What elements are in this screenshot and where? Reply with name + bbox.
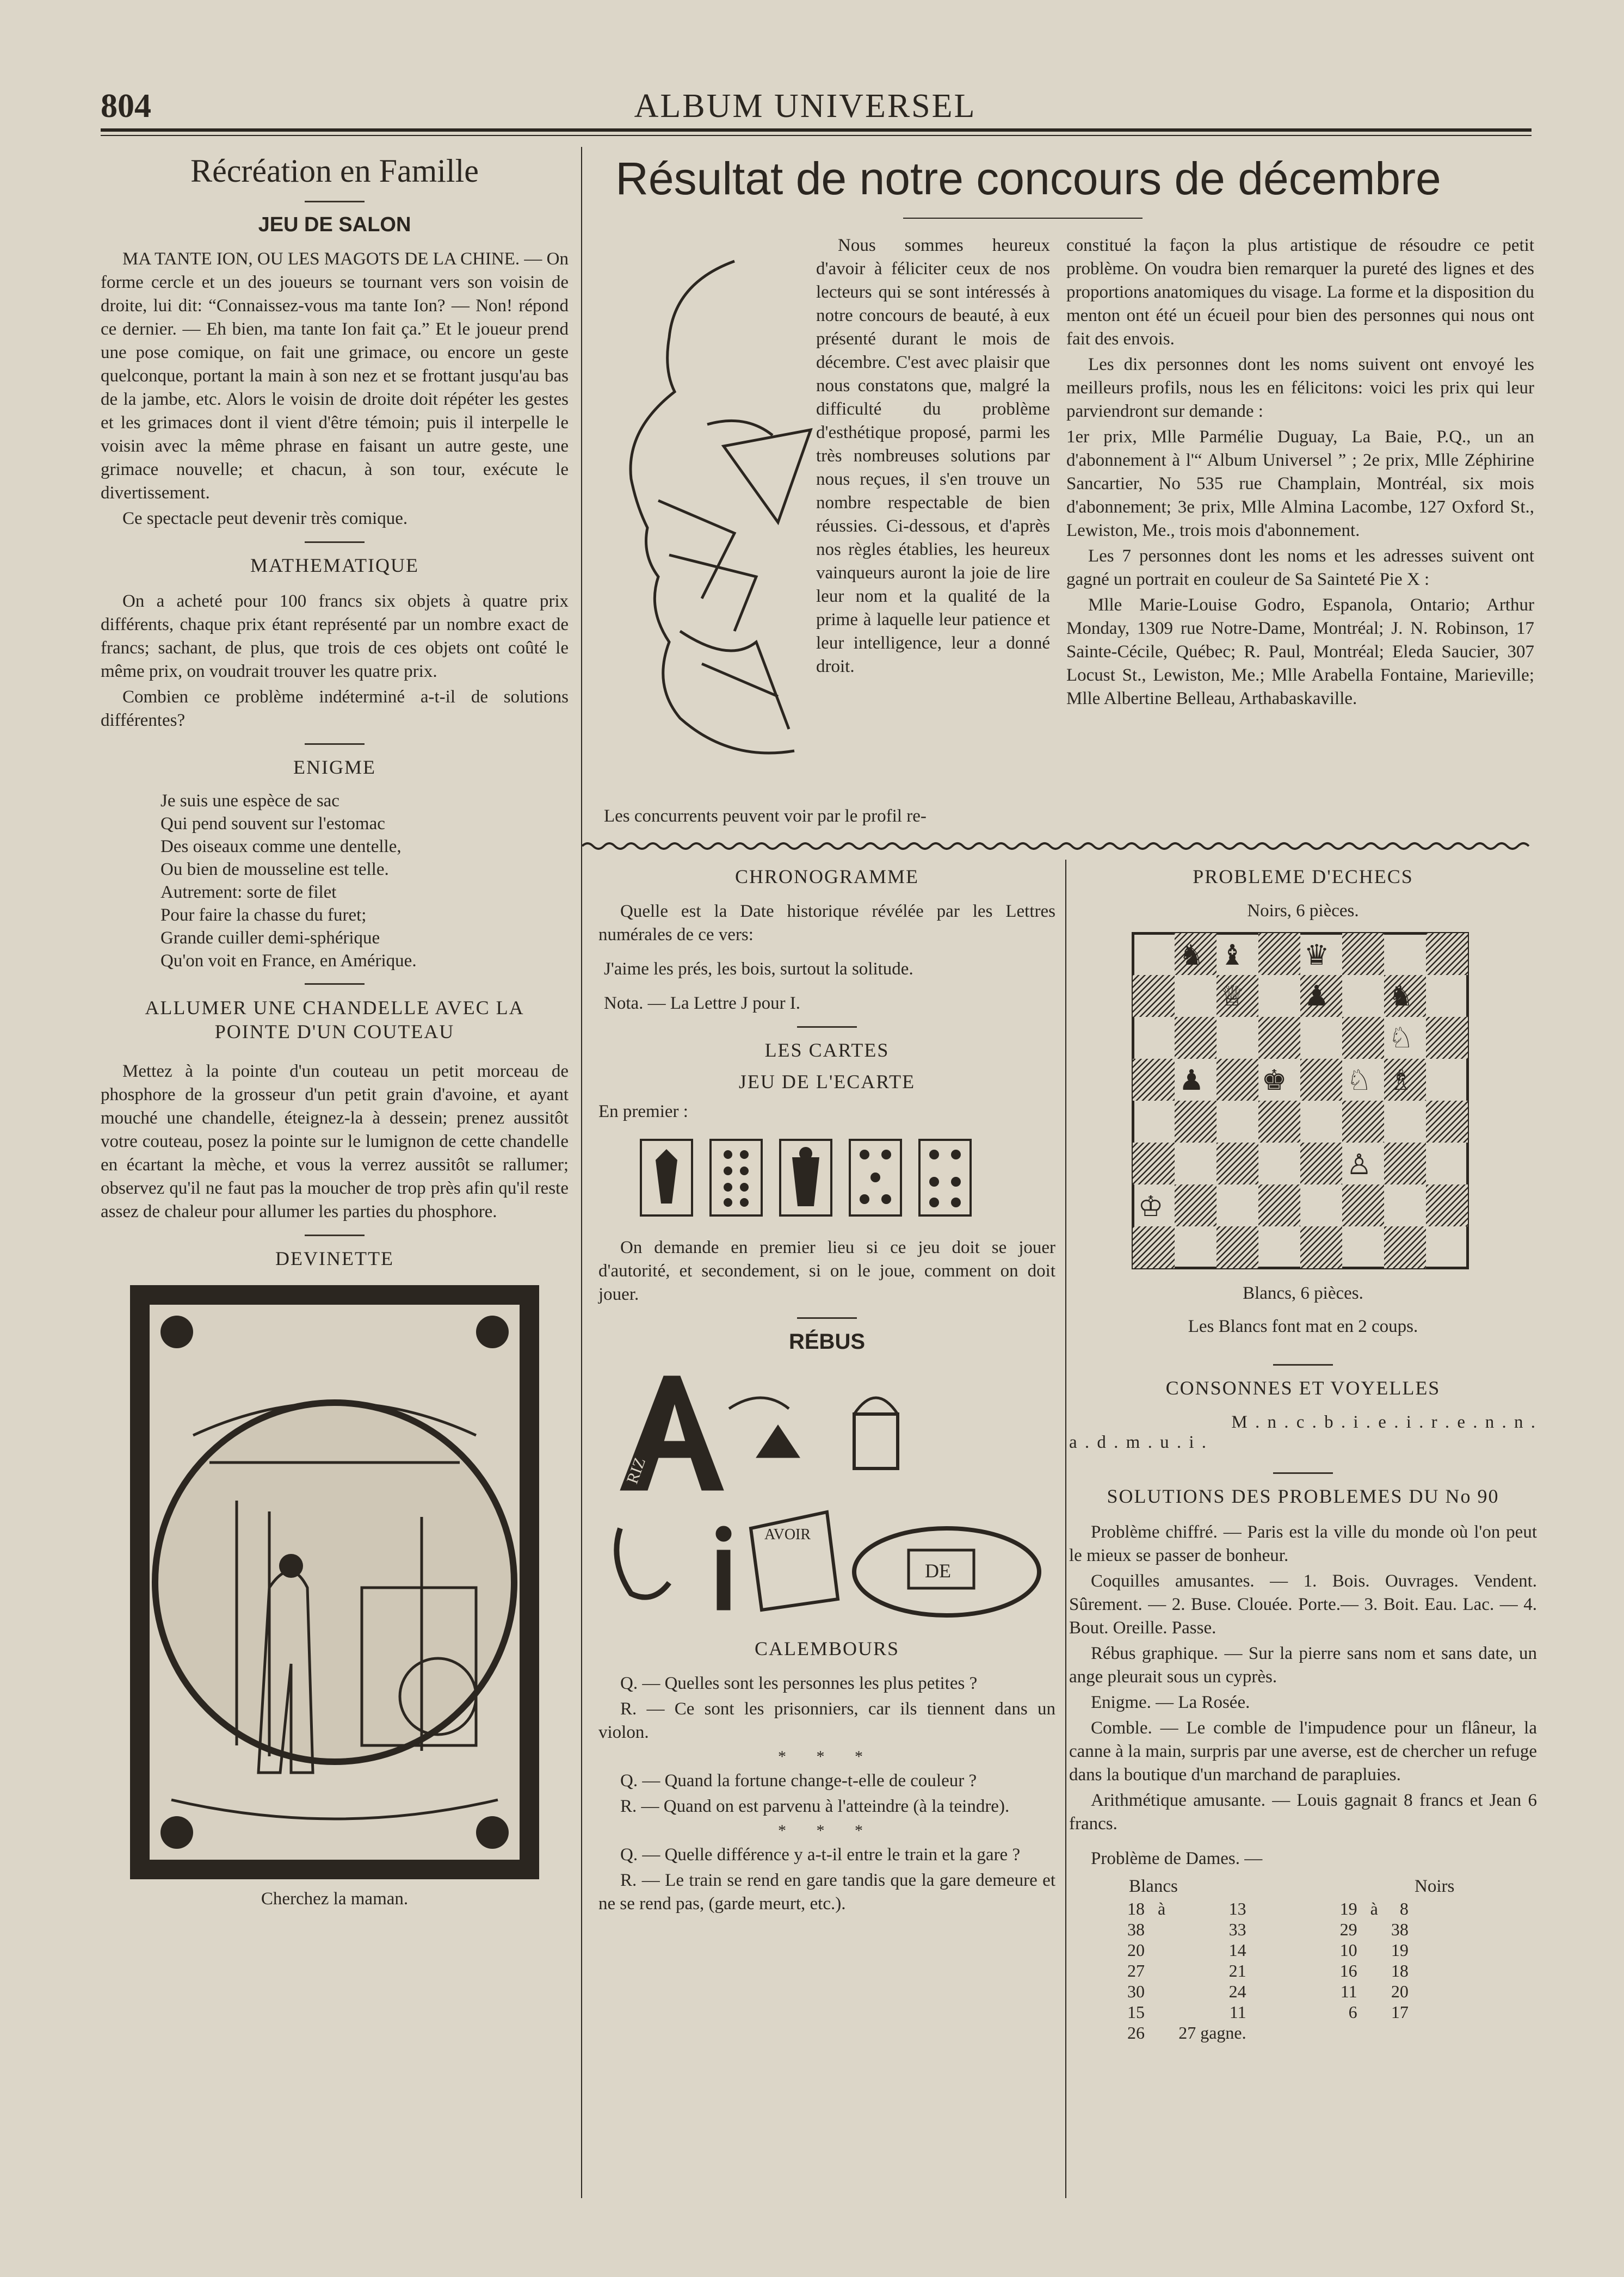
- solution-paragraph: Comble. — Le comble de l'impudence pour un flâneur, la canne à la main, surpris par une averse, est de chercher un refuge dans la boutique d'un marchand de parapluies.: [1069, 1718, 1537, 1785]
- board-square-dark: [1426, 1101, 1468, 1143]
- concours-col1: Nous sommes heureux d'avoir à féliciter ceux de nos lecteurs qui se sont intéressés à notre concours de beauté, à eux présenté durant le mois de décembre. C'est avec plaisir que nous constatons que, malgré la difficulté du problème d'esthétique proposé, parmi les très nombreuses solutions par nous reçues, il s'en trouve un nombre respectable de bien réussies. Ci-dessous, et d'après nos règles établies, les heureux vainqueurs auront la joie de lire leur nom et la qualité de la prime à laquelle leur patience et leur intelligence, leur a donné droit.: [816, 236, 1050, 676]
- calembour-line: Q. — Quelles sont les personnes les plus petites ?: [620, 1674, 978, 1693]
- cartes-subtitle: JEU DE L'ECARTE: [738, 1071, 916, 1093]
- concours-rule: [903, 218, 1143, 219]
- board-square-dark: [1342, 1101, 1384, 1143]
- solution-paragraph: Enigme. — La Rosée.: [1091, 1693, 1250, 1712]
- dames-row: [1121, 1898, 1415, 1919]
- dames-cell: [1364, 1960, 1385, 1981]
- middle-column: [598, 865, 1055, 1918]
- devinette-illustration: [128, 1283, 541, 1881]
- board-square-dark: [1217, 1059, 1258, 1101]
- solution-paragraph: Arithmétique amusante. — Louis gagnait 8 francs et Jean 6 francs.: [1069, 1791, 1537, 1834]
- dames-cell: [1385, 2022, 1415, 2043]
- white-knight-piece: ♘: [1346, 1064, 1372, 1097]
- page-number: 804: [101, 88, 151, 125]
- playing-card-figure: [779, 1138, 833, 1217]
- enigme-poem: Je suis une espèce de sac Qui pend souvent sur l'estomac Des oiseaux comme une dentelle, Ou bien de mousseline est telle. Autrement: sorte de filet Pour faire la chasse du furet; Grande cuiller demi-sphérique Qu'on voit en France, en Amérique.: [160, 791, 417, 971]
- dames-cell: 15: [1127, 2002, 1145, 2022]
- concours-col1-tail: Les concurrents peuvent voir par le profil re-: [604, 806, 927, 826]
- playing-card-clubs: [848, 1138, 903, 1217]
- black-pawn-piece: ♟: [1178, 1064, 1205, 1097]
- jeu-title: JEU DE SALON: [258, 213, 411, 236]
- enigme-title: ENIGME: [293, 756, 376, 778]
- journal-title: ALBUM UNIVERSEL: [634, 88, 977, 125]
- board-square-dark: [1426, 933, 1468, 975]
- concours-title: Résultat de notre concours de décembre: [615, 153, 1441, 204]
- calembour-line: R. — Ce sont les prisonniers, car ils tiennent dans un violon.: [598, 1699, 1055, 1742]
- svg-text:DE: DE: [925, 1560, 951, 1582]
- white-bishop-piece: ♗: [1388, 1064, 1414, 1097]
- calembour-line: R. — Quand on est parvenu à l'atteindre (à la teindre).: [620, 1797, 1010, 1816]
- playing-card-pips: [709, 1138, 763, 1217]
- header-rule-thin: [101, 135, 1532, 136]
- black-pawn-piece: ♟: [1304, 980, 1330, 1013]
- board-square-dark: [1342, 1017, 1384, 1059]
- dames-cell: 27 gagne.: [1178, 2023, 1246, 2042]
- board-square-dark: [1258, 933, 1300, 975]
- devinette-title: DEVINETTE: [275, 1248, 394, 1269]
- rebus-title: RÉBUS: [788, 1330, 866, 1354]
- dames-cell: [1151, 1981, 1172, 2002]
- echecs-blancs: Blancs, 6 pièces.: [1243, 1283, 1363, 1303]
- concours-col2: constitué la façon la plus artistique de résoudre ce petit problème. On voudra bien remarquer la pureté des lignes et des proportions anatomiques du visage. La forme et la disposition du menton ont été un écueil pour bien des personnes qui nous ont fait des envois. Les dix personnes dont les noms suivent ont envoyé les meilleurs profils, nous les en félicitons: voici les prix qui leur parviendront sur demande : 1er prix, Mlle Parmélie Duguay, La Baie, P.Q., un an d'abonnement à l'“ Album Universel ” ; 2e prix, Mlle Zéphirine Sancartier, No 535 rue Champlain, Montréal, six mois d'abonnement; 3e prix, Mlle Almina Lacombe, 127 Oxford St., Lewiston, Me., trois mois d'abonnement. Les 7 personnes dont les noms et les adresses suivent ont gagné un portrait en couleur de Sa Sainteté Pie X : Mlle Marie-Louise Godro, Espanola, Ontario; Arthur Monday, 1309 rue Notre-Dame, Montréal; J. N. Robinson, 17 Sainte-Cécile, Québec; R. Paul, Montréal; Eleda Saucier, 307 Locust St., Lewiston, Me.; Mlle Arabella Fontaine, Marieville; Mlle Albertine Belleau, Arthabaskaville.: [1066, 236, 1534, 708]
- board-square-dark: [1133, 1226, 1175, 1268]
- stars-divider: * * *: [778, 1822, 876, 1840]
- board-square-dark: [1133, 975, 1175, 1017]
- dames-title: Problème de Dames. —: [1091, 1849, 1263, 1868]
- white-pawn-piece: ♙: [1346, 1149, 1372, 1181]
- chess-board: [1132, 932, 1469, 1269]
- dames-cell: [1151, 2022, 1172, 2043]
- noirs-header: Noirs: [1415, 1877, 1455, 1896]
- dames-cell: [1151, 1940, 1172, 1960]
- board-square-dark: [1300, 1059, 1342, 1101]
- board-square-dark: [1133, 1059, 1175, 1101]
- dames-cell: [1151, 2002, 1172, 2022]
- rebus-picture: [598, 1365, 1045, 1626]
- dames-row: [1121, 1919, 1415, 1940]
- header-rule: [101, 128, 1532, 132]
- chrono-verse: J'aime les prés, les bois, surtout la solitude.: [604, 959, 913, 979]
- dames-row: [1121, 1940, 1415, 1960]
- board-square-dark: [1175, 1101, 1217, 1143]
- black-queen-piece: ♛: [1304, 939, 1330, 972]
- consonnes-title: CONSONNES ET VOYELLES: [1165, 1377, 1441, 1399]
- dames-cell: [1151, 1960, 1172, 1981]
- calembour-line: R. — Le train se rend en gare tandis que la gare demeure et ne se rend pas, (garde meurt, etc.).: [598, 1871, 1055, 1914]
- board-square-dark: [1258, 1017, 1300, 1059]
- left-column: [101, 147, 569, 1909]
- devinette-caption: Cherchez la maman.: [261, 1889, 409, 1909]
- dames-cell: [1364, 1940, 1385, 1960]
- recreation-title: Récréation en Famille: [190, 153, 479, 189]
- dames-row: [1121, 2022, 1415, 2043]
- stars-divider: * * *: [778, 1748, 876, 1766]
- board-square-dark: [1342, 933, 1384, 975]
- dames-cell: 13: [1228, 1899, 1246, 1918]
- cartes-lead: En premier :: [598, 1102, 688, 1121]
- cartes-question: On demande en premier lieu si ce jeu doit se jouer d'autorité, et secondement, si on le joue, comment on doit jouer.: [598, 1238, 1055, 1304]
- wavy-divider: [582, 838, 1534, 854]
- right-column: [1069, 865, 1537, 2043]
- dames-cell: [1364, 1919, 1385, 1940]
- dames-cell: 11: [1229, 2002, 1246, 2022]
- white-king-piece: ♔: [1138, 1190, 1164, 1223]
- dames-row: [1121, 1981, 1415, 2002]
- board-square-dark: [1384, 1226, 1426, 1268]
- dames-cell: 27: [1127, 1961, 1145, 1980]
- dames-cell: 29: [1339, 1920, 1357, 1939]
- math-paragraph: Combien ce problème indéterminé a-t-il de solutions différentes?: [101, 687, 569, 730]
- echecs-title: PROBLEME D'ECHECS: [1193, 866, 1413, 887]
- dames-cell: à: [1370, 1899, 1378, 1918]
- dames-cell: [1364, 2002, 1385, 2022]
- svg-text:RIZ: RIZ: [623, 1455, 650, 1486]
- dames-table: [1121, 1898, 1415, 2043]
- dames-cell: 24: [1228, 1982, 1246, 2001]
- cartes-title: LES CARTES: [764, 1039, 890, 1061]
- board-square-dark: [1342, 1184, 1384, 1226]
- dames-cell: 6: [1348, 2002, 1357, 2022]
- dames-cell: 14: [1228, 1940, 1246, 1960]
- calembours-title: CALEMBOURS: [754, 1638, 900, 1659]
- math-title: MATHEMATIQUE: [250, 554, 419, 576]
- dames-cell: 11: [1340, 1982, 1357, 2001]
- profile-drawing: [593, 250, 822, 773]
- chrono-nota: Nota. — La Lettre J pour I.: [604, 994, 801, 1013]
- black-knight-piece: ♞: [1388, 980, 1414, 1013]
- playing-card-figure: [639, 1138, 694, 1217]
- calembour-line: Q. — Quand la fortune change-t-elle de couleur ?: [620, 1771, 977, 1791]
- column-rule: [581, 147, 582, 2198]
- dames-cell: 18: [1391, 1961, 1409, 1980]
- dames-cell: [1151, 1919, 1172, 1940]
- dames-cell: 26: [1127, 2023, 1145, 2042]
- black-king-piece: ♚: [1261, 1064, 1287, 1097]
- board-square-dark: [1258, 1184, 1300, 1226]
- board-square-dark: [1426, 1184, 1468, 1226]
- board-square-dark: [1175, 1184, 1217, 1226]
- chrono-question: Quelle est la Date historique révélée par les Lettres numérales de ce vers:: [598, 902, 1055, 945]
- consonnes-line: a . d . m . u . i .: [1069, 1433, 1208, 1452]
- dames-cell: [1333, 2022, 1364, 2043]
- chandelle-paragraph: Mettez à la pointe d'un couteau un petit morceau de phosphore de la grosseur d'un petit grain d'avoine, et ayant mouché une chandelle, éteignez-la à dessein; prenez aussitôt votre couteau, posez la pointe sur le lumignon de cette chandelle en écartant la mèche, et vous la verrez aussitôt se rallumer; observez qu'il ne faut pas la moucher de trop près afin qu'il reste assez de chaleur pour allumer les parties du phosphore.: [101, 1062, 569, 1221]
- dames-cell: à: [1158, 1899, 1166, 1918]
- solution-paragraph: Problème chiffré. — Paris est la ville du monde où l'on peut le mieux se passer de bonheur.: [1069, 1522, 1537, 1565]
- board-square-dark: [1217, 1226, 1258, 1268]
- dames-cell: 8: [1399, 1899, 1409, 1918]
- black-knight-piece: ♞: [1178, 939, 1205, 972]
- black-bishop-piece: ♝: [1219, 939, 1245, 972]
- dames-cell: 30: [1127, 1982, 1145, 2001]
- board-square-dark: [1217, 1143, 1258, 1184]
- board-square-dark: [1300, 1226, 1342, 1268]
- dames-cell: 10: [1339, 1940, 1357, 1960]
- white-knight-piece: ♘: [1388, 1022, 1414, 1054]
- board-square-dark: [1258, 1101, 1300, 1143]
- dames-cell: 16: [1339, 1961, 1357, 1980]
- board-square-dark: [1133, 1143, 1175, 1184]
- jeu-paragraph: MA TANTE ION, OU LES MAGOTS DE LA CHINE. — On forme cercle et un des joueurs se tournant vers son voisin de droite, lui dit: “Connaissez-vous ma tante Ion? — Non! répond ce dernier. — Eh bien, ma tante Ion fait ça.” Et le joueur prend une pose comique, on fait une grimace, ou encore un geste quelconque, portant la main à son nez et se frottant jusqu'au bas de la jambe, etc. Alors le voisin de droite doit répéter les gestes et les grimaces dont il vient d'être témoin; puis il interpelle le voisin avec la même phrase en faisant un autre geste, une grimace nouvelle; et chacun, à son tour, exécute le divertissement.: [101, 249, 569, 503]
- dames-cell: 18: [1127, 1899, 1145, 1918]
- consonnes-line: M . n . c . b . i . e . i . r . e . n . n .: [1231, 1412, 1537, 1432]
- dames-row: [1121, 2002, 1415, 2022]
- board-square-dark: [1384, 1143, 1426, 1184]
- dames-cell: 38: [1391, 1920, 1409, 1939]
- column-rule: [1065, 860, 1066, 2198]
- dames-cell: 20: [1127, 1940, 1145, 1960]
- solution-paragraph: Coquilles amusantes. — 1. Bois. Ouvrages. Vendent. Sûrement. — 2. Buse. Clouée. Porte.— 3. Boit. Eau. Lac. — 4. Bout. Oreille. Passe.: [1069, 1571, 1537, 1638]
- blancs-header: Blancs: [1129, 1877, 1178, 1896]
- dames-cell: [1364, 2022, 1385, 2043]
- dames-cell: 19: [1339, 1899, 1357, 1918]
- playing-card-clubs: [918, 1138, 972, 1217]
- solutions-title: SOLUTIONS DES PROBLEMES DU No 90: [1107, 1485, 1499, 1507]
- jeu-paragraph: Ce spectacle peut devenir très comique.: [122, 509, 408, 528]
- dames-cell: [1364, 1981, 1385, 2002]
- chandelle-title: ALLUMER UNE CHANDELLE AVEC LA POINTE D'UN COUTEAU: [145, 997, 524, 1042]
- dames-cell: 33: [1228, 1920, 1246, 1939]
- calembour-line: Q. — Quelle différence y a-t-il entre le train et la gare ?: [620, 1845, 1021, 1865]
- dames-cell: 19: [1391, 1940, 1409, 1960]
- dames-cell: 21: [1228, 1961, 1246, 1980]
- card-row: [598, 1138, 1055, 1220]
- echecs-noirs: Noirs, 6 pièces.: [1247, 901, 1359, 921]
- dames-cell: 20: [1391, 1982, 1409, 2001]
- board-square-dark: [1300, 1143, 1342, 1184]
- dames-row: [1121, 1960, 1415, 1981]
- board-square-dark: [1426, 1017, 1468, 1059]
- svg-text:AVOIR: AVOIR: [764, 1526, 811, 1543]
- white-queen-piece: ♕: [1219, 980, 1245, 1013]
- board-square-dark: [1175, 1017, 1217, 1059]
- math-paragraph: On a acheté pour 100 francs six objets à quatre prix différents, chaque prix étant représenté par un nombre exact de francs; sachant, de plus, que trois de ces objets ont coûté le même prix, on voudrait trouver les quatre prix.: [101, 591, 569, 681]
- dames-cell: 38: [1127, 1920, 1145, 1939]
- chrono-title: CHRONOGRAMME: [734, 866, 919, 887]
- solution-paragraph: Rébus graphique. — Sur la pierre sans nom et sans date, un ange pleurait sous un cyprès.: [1069, 1644, 1537, 1687]
- dames-cell: 17: [1391, 2002, 1409, 2022]
- echecs-mat: Les Blancs font mat en 2 coups.: [1188, 1317, 1418, 1336]
